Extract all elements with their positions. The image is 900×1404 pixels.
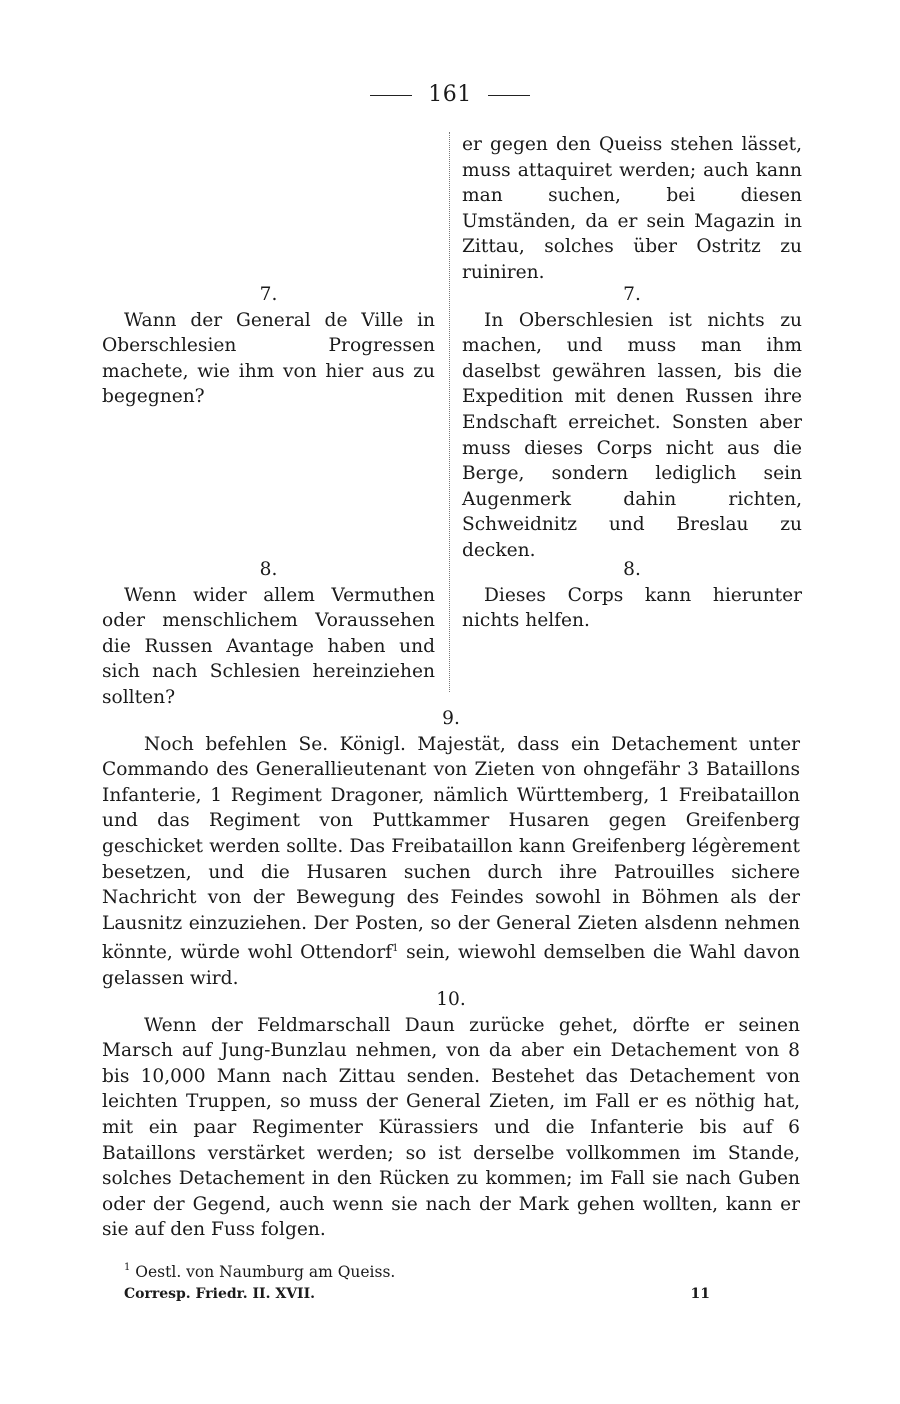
section-number: 10. bbox=[436, 989, 466, 1010]
question-text: Wann der General de Ville in Oberschlesien Progressen machete, wie ihm von hier aus zu begegnen? bbox=[102, 309, 435, 408]
section-text: Wenn der Feldmarschall Daun zurücke gehet, dörfte er seinen Marsch auf Jung-Bunzlau nehmen, von da aber ein Detachement von 8 bis 10,000 Mann nach Zittau senden. Bestehet das Detachement von leichten Truppen, so muss der General Zieten, im Fall er es nöthig hat, mit ein paar Regimenter Kürassiers und die Infanterie bis auf 6 Bataillons verstärket werden; so ist derselbe vollkommen im Stande, solches Detachement in den Rücken zu kommen; im Fall sie nach Guben oder der Gegend, auch wenn sie nach der Mark gehen wollten, kann er sie auf den Fuss folgen. bbox=[102, 1014, 800, 1241]
left-section-8 bbox=[102, 557, 435, 711]
two-column-section bbox=[102, 132, 802, 708]
column-divider bbox=[449, 132, 450, 692]
footnote-marker: 1 bbox=[124, 1262, 131, 1273]
section-number: 8. bbox=[259, 559, 278, 580]
answer-text: In Oberschlesien ist nichts zu machen, und muss man ihm daselbst gewähren lassen, bis die Expedition mit denen Russen ihre Endschaft erreichet. Sonsten aber muss dieses Corps nicht aus die Berge, sondern lediglich sein Augenmerk dahin richten, Schweidnitz und Breslau zu decken. bbox=[462, 309, 802, 561]
footnote-text: Oestl. von Naumburg am Queiss. bbox=[130, 1263, 396, 1281]
right-section-7 bbox=[462, 282, 802, 564]
answer-text: Dieses Corps kann hierunter nichts helfen. bbox=[462, 584, 802, 632]
signature-mark: 11 bbox=[690, 1286, 710, 1302]
page-footer bbox=[124, 1286, 710, 1302]
section-number: 7. bbox=[259, 284, 278, 305]
section-number: 7. bbox=[623, 284, 641, 305]
section-10 bbox=[102, 987, 800, 1243]
header-rule-left bbox=[370, 95, 412, 96]
footnote-marker: 1 bbox=[392, 943, 399, 955]
footnote bbox=[124, 1262, 395, 1281]
section-9 bbox=[102, 706, 800, 992]
right-section-8 bbox=[462, 557, 802, 634]
section-text: Noch befehlen Se. Königl. Majestät, dass ein Detachement unter Commando des Generallieutenant von Zieten von ohngefähr 3 Bataillons Infanterie, 1 Regiment Dragoner, nämlich Württemberg, 1 Freibataillon und das Regiment von Puttkammer Husaren gegen Greifenberg geschicket werden sollte. Das Freibataillon kann Greifenberg légèrement besetzen, und die Husaren suchen durch ihre Patrouilles sichere Nachricht von der Bewegung des Feindes sowohl in Böhmen als der Lausnitz einzuziehen. Der Posten, so der General Zieten alsdenn nehmen könnte, würde wohl Ottendorf$^1$ sein, wiewohl demselben die Wahl davon gelassen wird. bbox=[102, 733, 800, 989]
answer-text: er gegen den Queiss stehen lässet, muss attaquiret werden; auch kann man suchen, bei diesen Umständen, da er sein Magazin in Zittau, solches über Ostritz zu ruiniren. bbox=[462, 134, 802, 283]
section-number: 8. bbox=[623, 559, 641, 580]
left-section-7 bbox=[102, 282, 435, 410]
section-number: 9. bbox=[442, 708, 460, 729]
source-reference: Corresp. Friedr. II. XVII. bbox=[124, 1286, 316, 1302]
right-continuation bbox=[462, 132, 802, 286]
question-text: Wenn wider allem Vermuthen oder menschlichem Voraussehen die Russen Avantage haben und sich nach Schlesien hereinziehen sollten? bbox=[102, 584, 435, 708]
page-number: 161 bbox=[428, 82, 472, 107]
page-header bbox=[0, 82, 900, 107]
header-rule-right bbox=[488, 95, 530, 96]
